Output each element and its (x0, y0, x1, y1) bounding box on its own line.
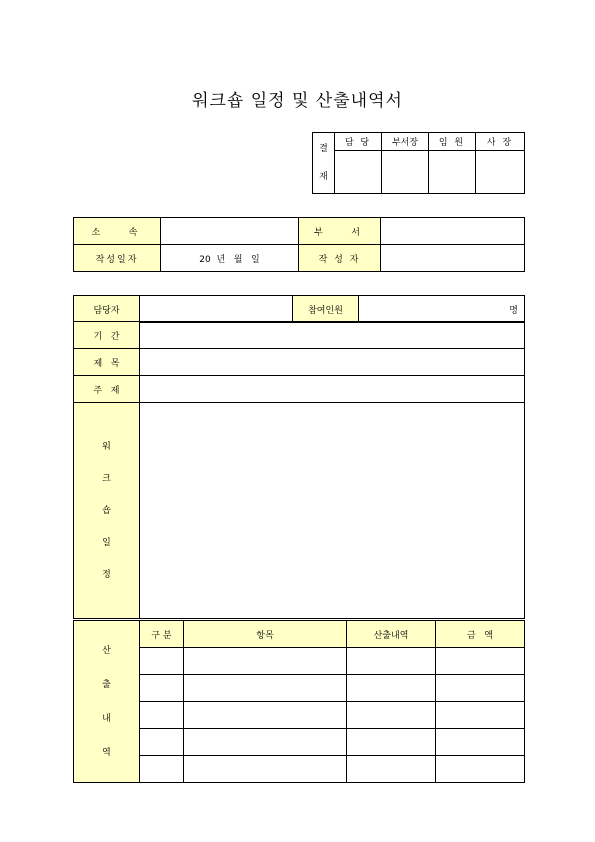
host-label: 주 제 (74, 376, 140, 403)
cost-cell[interactable] (140, 648, 184, 675)
cost-cell[interactable] (140, 702, 184, 729)
period-label: 기 간 (74, 322, 140, 349)
cost-cell[interactable] (184, 702, 347, 729)
table-row (74, 675, 525, 702)
schedule-textarea[interactable] (140, 403, 525, 619)
cost-cell[interactable] (184, 729, 347, 756)
cost-header-category: 구 분 (140, 621, 184, 648)
table-row (74, 702, 525, 729)
approval-sign-president[interactable] (476, 151, 525, 194)
cost-cell[interactable] (436, 675, 525, 702)
participants-input[interactable]: 명 (359, 296, 525, 323)
cost-table (73, 620, 525, 783)
approval-col-president: 사 장 (476, 133, 525, 151)
writer-label: 작 성 자 (299, 245, 381, 272)
department-label: 부 서 (299, 218, 381, 245)
participants-label-cell: 참여인원 (293, 296, 359, 323)
cost-cell[interactable] (347, 756, 436, 783)
date-field[interactable]: 20 년 월 일 (161, 245, 299, 272)
cost-cell[interactable] (140, 675, 184, 702)
approval-col-dept-head: 부서장 (382, 133, 429, 151)
cost-cell[interactable] (436, 756, 525, 783)
period-input[interactable] (140, 322, 525, 349)
info-table (73, 217, 525, 272)
cost-cell[interactable] (347, 648, 436, 675)
affiliation-label: 소 속 (74, 218, 161, 245)
approval-col-staff: 담 당 (335, 133, 382, 151)
table-row (74, 729, 525, 756)
table-row (74, 756, 525, 783)
cost-header-amount: 금 액 (436, 621, 525, 648)
cost-cell[interactable] (436, 729, 525, 756)
info-rows (73, 321, 525, 619)
manager-row (73, 295, 525, 323)
approval-sign-staff[interactable] (335, 151, 382, 194)
cost-cell[interactable] (140, 729, 184, 756)
approval-col-executive: 임 원 (429, 133, 476, 151)
affiliation-field[interactable] (161, 218, 299, 245)
approval-sign-dept-head[interactable] (382, 151, 429, 194)
cost-cell[interactable] (347, 729, 436, 756)
cost-cell[interactable] (184, 648, 347, 675)
manager-input[interactable] (140, 296, 293, 323)
schedule-label: 워 크 숍 일 정 (74, 403, 140, 619)
cost-cell[interactable] (184, 756, 347, 783)
table-row (74, 648, 525, 675)
writer-field[interactable] (381, 245, 525, 272)
cost-cell[interactable] (436, 648, 525, 675)
subject-input[interactable] (140, 349, 525, 376)
host-input[interactable] (140, 376, 525, 403)
cost-cell[interactable] (436, 702, 525, 729)
subject-label: 제 목 (74, 349, 140, 376)
cost-cell[interactable] (347, 702, 436, 729)
cost-cell[interactable] (347, 675, 436, 702)
department-field[interactable] (381, 218, 525, 245)
document-title: 워크숍 일정 및 산출내역서 (192, 91, 403, 111)
date-label: 작성일자 (74, 245, 161, 272)
manager-label-cell: 담당자 (74, 296, 140, 323)
approval-label: 결 재 (313, 133, 335, 194)
approval-sign-executive[interactable] (429, 151, 476, 194)
cost-header-item: 항목 (184, 621, 347, 648)
approval-table (312, 132, 525, 194)
cost-header-calc: 산출내역 (347, 621, 436, 648)
cost-label: 산 출 내 역 (74, 621, 140, 783)
cost-cell[interactable] (140, 756, 184, 783)
cost-cell[interactable] (184, 675, 347, 702)
